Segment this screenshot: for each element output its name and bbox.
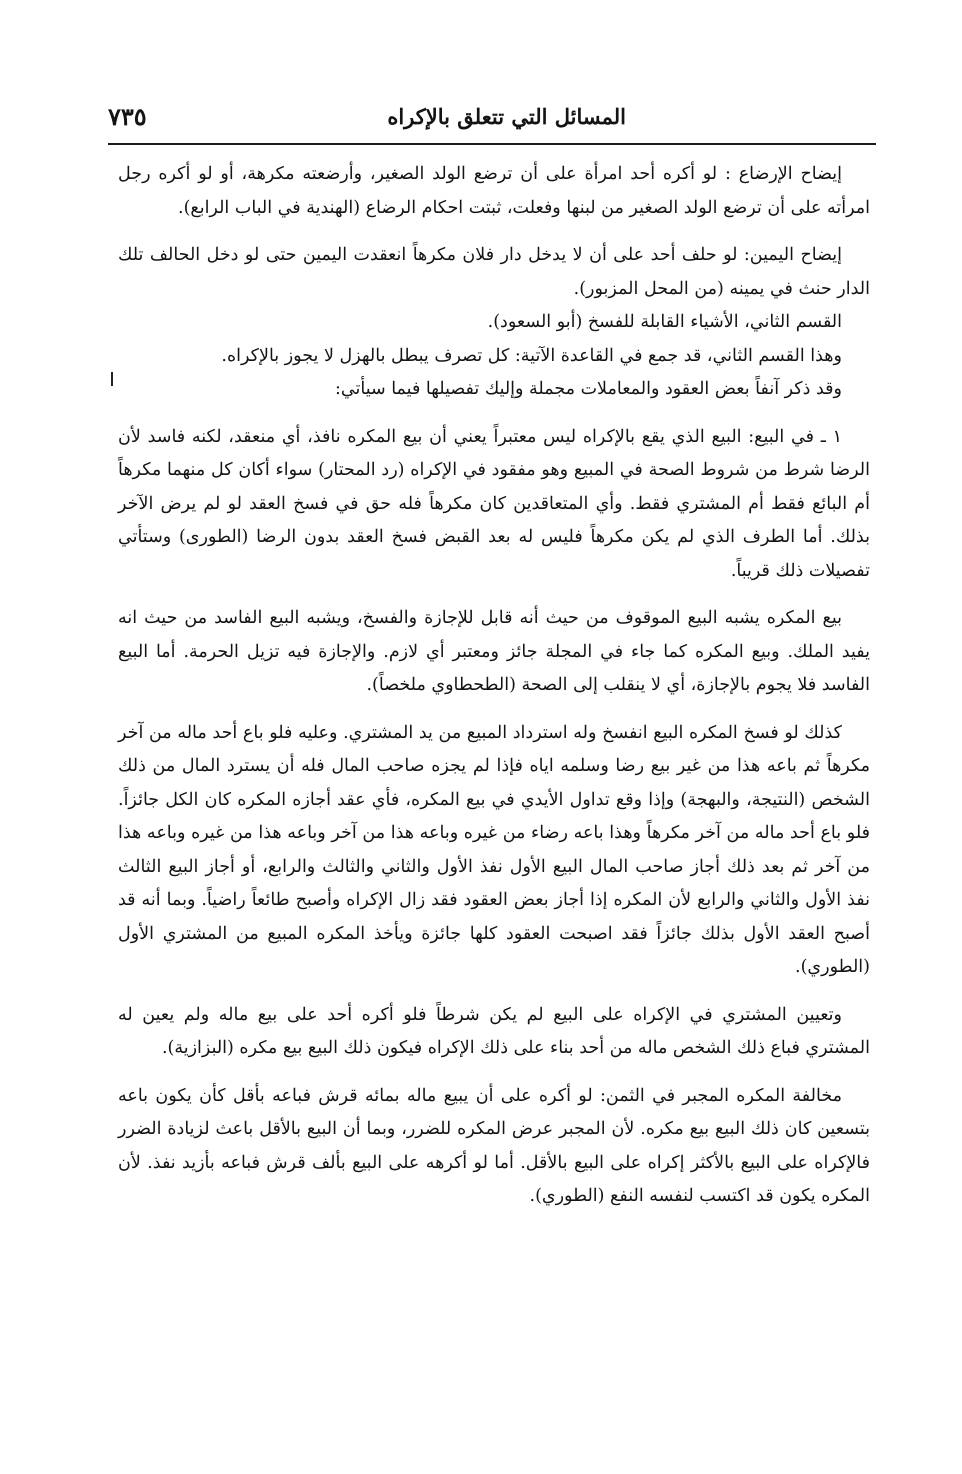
paragraph-second-section: القسم الثاني، الأشياء القابلة للفسخ (أبو السعود). bbox=[487, 312, 842, 332]
paragraph-intro-details: وقد ذكر آنفاً بعض العقود والمعاملات مجملة وإليك تفصيلها فيما سيأتي: bbox=[335, 379, 842, 399]
paragraph-rescission: كذلك لو فسخ المكره البيع انفسخ وله استرداد المبيع من يد المشتري. وعليه فلو باع أحد ماله من آخر مكرهاً ثم باعه هذا من غير بيع رضا وسلمه اياه فإذا لم يجزه صاحب المال فله أن يسترد المال من ذلك الشخص (النتيجة، والبهجة) وإذا وقع تداول الأيدي في بيع المكره، فأي عقد أجازه المكره كان الكل جائزاً. فلو باع أحد ماله من آخر مكرهاً وهذا باعه رضاء من غيره وباعه هذا من آخر وباعه هذا من غيره وباعه هذا من آخر ثم بعد ذلك أجاز صاحب المال البيع الأول نفذ الأول والثاني والثالث والرابع، أو أجاز البيع الثالث نفذ الأول والثاني والرابع لأن المكره إذا أجاز بعض العقود فقد زال الإكراه وأصبح طائعاً راضياً. وبما أنه قد أصبح العقد الأول بذلك جائزاً فقد اصبحت العقود كلها جائزة ويأخذ المكره المبيع من المشتري الأول (الطوري). bbox=[118, 722, 870, 977]
paragraph-sale: ١ ـ في البيع: البيع الذي يقع بالإكراه ليس معتبراً يعني أن بيع المكره نافذ، أي منعقد، لكنه فاسد لأن الرضا شرط من شروط الصحة في المبيع وهو مفقود في الإكراه (رد المحتار) سواء أكان كل منهما مكرهاً أم البائع فقط أم المشتري فقط. وأي المتعاقدين كان مكرهاً فله حق في فسخ العقد لو لم يرض الآخر بذلك. أما الطرف الذي لم يكن مكرهاً فليس له بعد القبض فسخ العقد بدون الرضا (الطورى) وستأتي تفصيلات ذلك قريباً. bbox=[118, 426, 870, 581]
margin-mark bbox=[111, 372, 113, 386]
paragraph-breastfeeding: إيضاح الإرضاع : لو أكره أحد امرأة على أن ترضع الولد الصغير، وأرضعته مكرهة، أو لو أكره رجل امرأته على أن ترضع الولد الصغير من لبنها وفعلت، ثبتت احكام الرضاع (الهندية في الباب الرابع). bbox=[118, 164, 870, 218]
paragraph-oath: إيضاح اليمين: لو حلف أحد على أن لا يدخل دار فلان مكرهاً انعقدت اليمين حتى لو دخل الحالف تلك الدار حنث في يمينه (من المحل المزبور). bbox=[118, 245, 870, 299]
paragraph-rule: وهذا القسم الثاني، قد جمع في القاعدة الآتية: كل تصرف يبطل بالهزل لا يجوز بالإكراه. bbox=[221, 345, 842, 366]
paragraph-price-deviation: مخالفة المكره المجبر في الثمن: لو أكره على أن يبيع ماله بمائه قرش فباعه بأقل كأن يكون باعه بتسعين كان ذلك البيع بيع مكره. لأن المجبر عرض المكره للضرر، وبما أن البيع بالأقل باعث لزيادة الضرر فالإكراه على البيع بالأكثر إكراه على البيع بالأقل. أما لو أكرهه على البيع بألف قرش فباعه بأزيد نفذ. لأن المكره يكون قد اكتسب لنفسه النفع (الطوري). bbox=[118, 1085, 870, 1206]
page-number: ٧٣٥ bbox=[108, 102, 147, 131]
running-title: المسائل التي تتعلق بالإكراه bbox=[387, 104, 626, 129]
header-rule bbox=[108, 143, 876, 145]
page-body bbox=[118, 158, 870, 1214]
paragraph-buyer-designation: وتعيين المشتري في الإكراه على البيع لم يكن شرطاً فلو أكره أحد على بيع ماله ولم يعين له المشتري فباع ذلك الشخص ماله من أحد بناء على ذلك الإكراه فيكون ذلك البيع بيع مكره (البزازية). bbox=[118, 1004, 870, 1058]
page-header bbox=[108, 92, 876, 142]
paragraph-coerced-sale: بيع المكره يشبه البيع الموقوف من حيث أنه قابل للإجازة والفسخ، ويشبه البيع الفاسد من حيث انه يفيد الملك. وبيع المكره كما جاء في المجلة جائز ومعتبر أي لازم. والإجازة فيه تزيل الحرمة. أما البيع الفاسد فلا يجوم بالإجازة، أي لا ينقلب إلى الصحة (الطحطاوي ملخصاً). bbox=[118, 608, 870, 695]
